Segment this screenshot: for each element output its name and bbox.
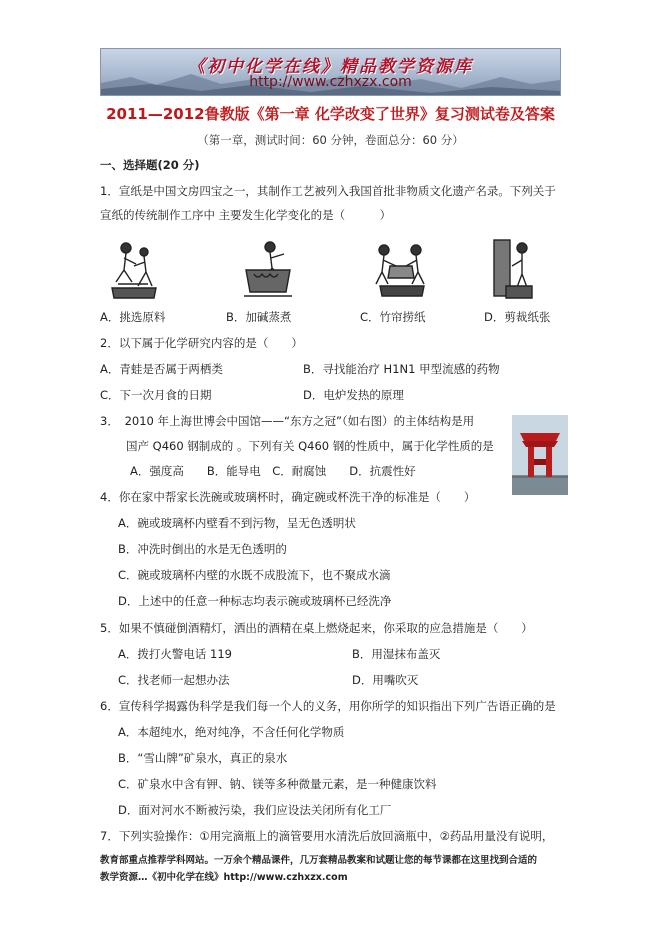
banner-title: 《初中化学在线》精品教学资源库: [188, 57, 473, 77]
q1-option-a: A．挑选原料: [100, 310, 166, 324]
q2-option-c: C．下一次月食的日期: [100, 388, 212, 402]
q3-stem-line1: 3． 2010 年上海世博会中国馆——“东方之冠”（如右图）的主体结构是用: [100, 414, 475, 428]
alkali-boiling-illustration: [240, 240, 296, 298]
q4-option-a: A．碗或玻璃杯内壁看不到污物，呈无色透明状: [118, 516, 356, 530]
q4-option-b: B．冲洗时倒出的水是无色透明的: [118, 542, 287, 556]
paper-cutting-illustration: [492, 238, 536, 300]
q5-stem: 5．如果不慎碰倒酒精灯，洒出的酒精在桌上燃烧起来，你采取的应急措施是（ ）: [100, 621, 533, 635]
q1-stem-line2: 宣纸的传统制作工序中 主要发生化学变化的是（ ）: [100, 208, 392, 222]
q2-option-b: B．寻找能治疗 H1N1 甲型流感的药物: [303, 362, 500, 376]
q7-stem: 7．下列实验操作：①用完滴瓶上的滴管要用水清洗后放回滴瓶中，②药品用量没有说明，: [100, 829, 554, 843]
select-materials-illustration: [108, 238, 160, 300]
q1-option-b: B．加碱蒸煮: [226, 310, 292, 324]
q5-option-b: B．用湿抹布盖灭: [352, 647, 441, 661]
banner-url[interactable]: http://www.czhxzx.com: [249, 74, 412, 90]
q5-option-a: A．拨打火警电话 119: [118, 647, 232, 661]
document-subtitle: （第一章，测试时间：60 分钟，卷面总分：60 分）: [197, 133, 464, 147]
q3-stem-line2: 国产 Q460 钢制成的 。下列有关 Q460 钢的性质中，属于化学性质的是: [126, 439, 494, 453]
q4-option-c: C．碗或玻璃杯内壁的水既不成股流下，也不聚成水滴: [118, 568, 391, 582]
footer-line2[interactable]: 教学资源…《初中化学在线》http://www.czhxzx.com: [100, 872, 348, 883]
q2-option-d: D．电炉发热的原理: [303, 388, 404, 402]
q2-stem: 2．以下属于化学研究内容的是（ ）: [100, 336, 303, 350]
q1-option-c: C．竹帘捞纸: [360, 310, 426, 324]
q6-option-c: C．矿泉水中含有钾、钠、镁等多种微量元素，是一种健康饮料: [118, 777, 437, 791]
china-pavilion-photo: [512, 415, 568, 495]
q4-option-d: D．上述中的任意一种标志均表示碗或玻璃杯已经洗净: [118, 594, 392, 608]
footer-line1: 教育部重点推荐学科网站。一万余个精品课件，几万套精品教案和试题让您的每节课都在这里找到合适的: [100, 855, 538, 866]
q6-stem: 6．宣传科学揭露伪科学是我们每一个人的义务，用你所学的知识指出下列广告语正确的是: [100, 699, 556, 713]
header-banner: [100, 48, 561, 96]
document-title: 2011—2012鲁教版《第一章 化学改变了世界》复习测试卷及答案: [106, 105, 555, 123]
q1-option-d: D．剪裁纸张: [484, 310, 551, 324]
q6-option-d: D．面对河水不断被污染，我们应设法关闭所有化工厂: [118, 803, 392, 817]
bamboo-screen-paper-illustration: [370, 242, 432, 298]
q1-stem-line1: 1．宣纸是中国文房四宝之一，其制作工艺被列入我国首批非物质文化遗产名录。下列关于: [100, 184, 556, 198]
q3-options: A．强度高 B．能导电 C．耐腐蚀 D．抗震性好: [130, 464, 416, 478]
q6-option-b: B．“雪山牌”矿泉水，真正的泉水: [118, 751, 288, 765]
q5-option-d: D．用嘴吹灭: [352, 673, 419, 687]
section-heading: 一、选择题(20 分): [100, 158, 200, 172]
q5-option-c: C．找老师一起想办法: [118, 673, 230, 687]
q6-option-a: A．本超纯水，绝对纯净，不含任何化学物质: [118, 725, 345, 739]
q2-option-a: A．青蛙是否属于两栖类: [100, 362, 223, 376]
q4-stem: 4．你在家中帮家长洗碗或玻璃杯时，确定碗或杯洗干净的标准是（ ）: [100, 490, 476, 504]
